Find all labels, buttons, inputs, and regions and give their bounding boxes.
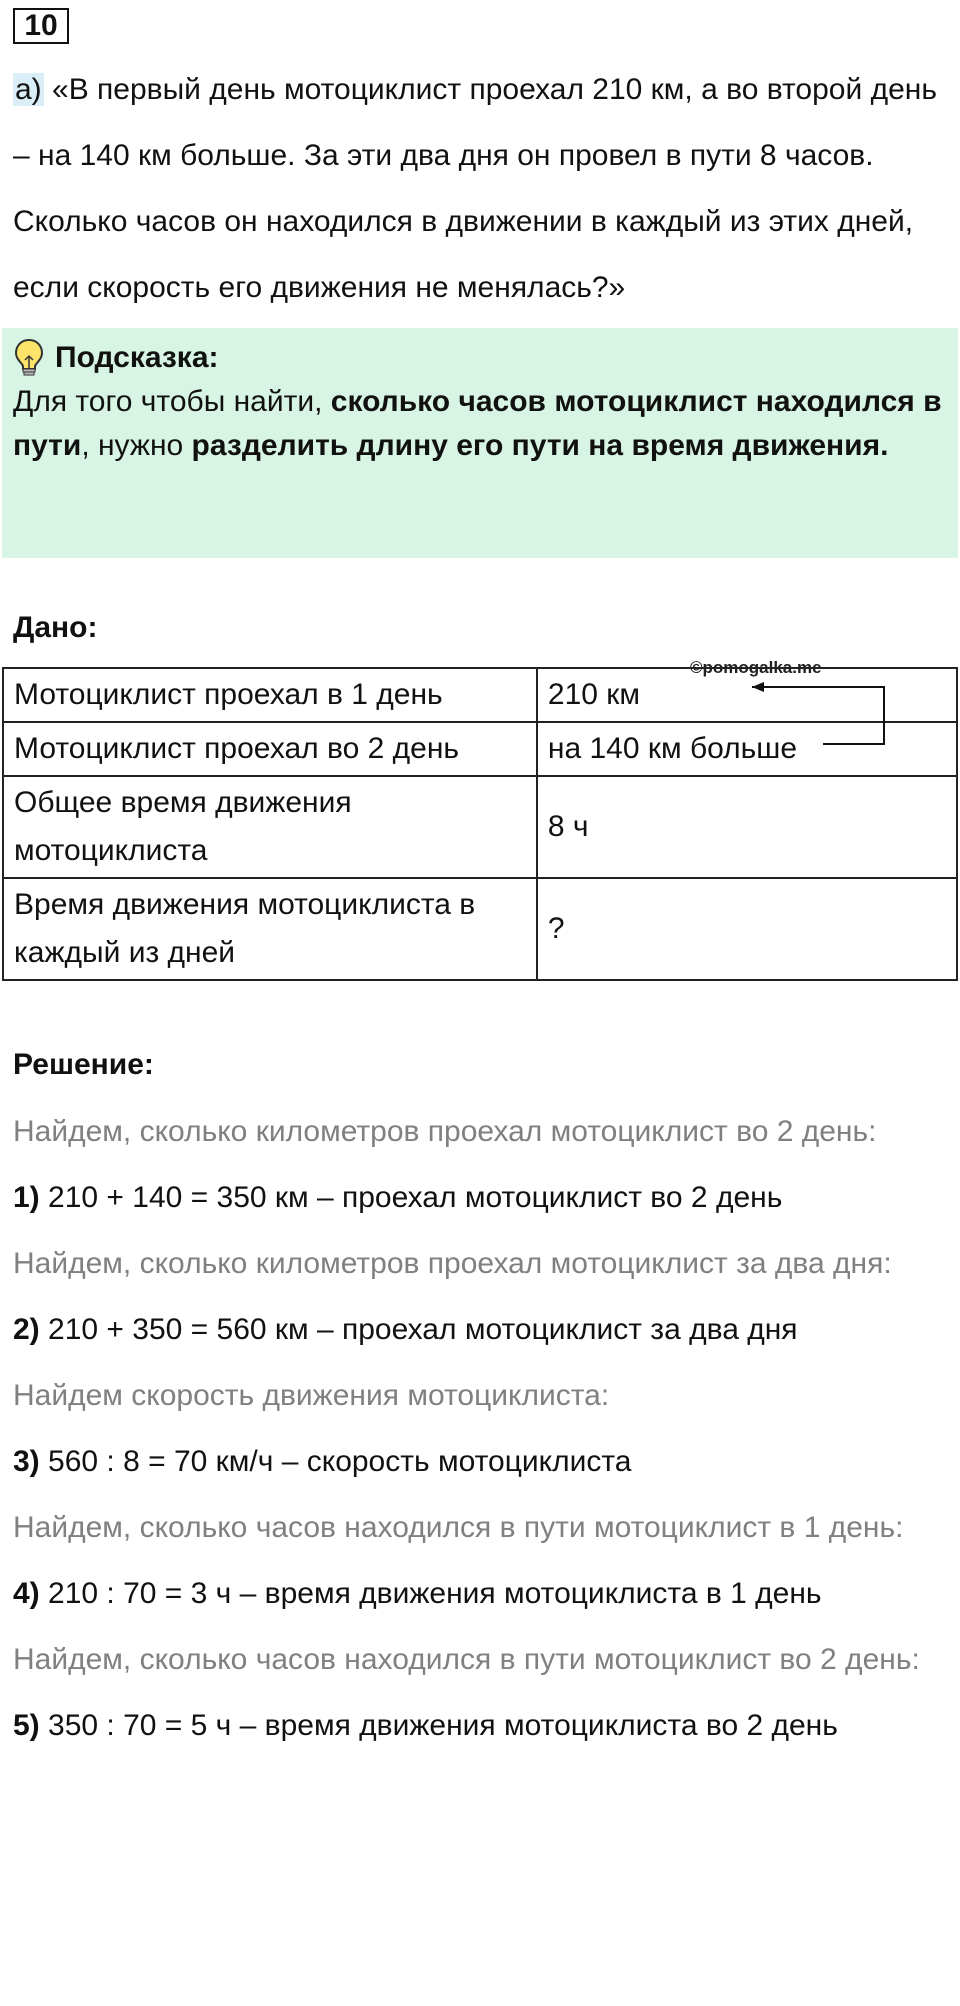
hint-part2: , нужно bbox=[81, 429, 192, 462]
watermark: ©pomogalka.me bbox=[690, 658, 822, 677]
step-comment: Найдем, сколько часов находился в пути мотоциклист во 2 день: bbox=[13, 1643, 920, 1676]
step-number: 3) bbox=[13, 1445, 40, 1478]
step-comment: Найдем, сколько километров проехал мотоциклист во 2 день: bbox=[13, 1115, 877, 1148]
solution-body bbox=[13, 1099, 948, 1759]
step-line bbox=[13, 1297, 948, 1363]
hint-bold2: разделить длину его пути на время движения. bbox=[191, 429, 889, 462]
step-text: 210 + 140 = 350 км – проехал мотоциклист во 2 день bbox=[39, 1181, 783, 1214]
given-title: Дано: bbox=[13, 611, 98, 644]
hint-box bbox=[2, 328, 958, 558]
lightbulb-icon bbox=[13, 338, 45, 378]
problem-text: «В первый день мотоциклист проехал 210 км, а во второй день – на 140 км больше. За эти два дня он провел в пути 8 часов. Сколько часов он находился в движении в каждый из этих дней, если скорость его движения не менялась?» bbox=[13, 73, 937, 304]
table-cell-value: на 140 км больше bbox=[537, 722, 957, 776]
solution-title: Решение: bbox=[13, 1048, 154, 1081]
step-line bbox=[13, 1165, 948, 1231]
step-line bbox=[13, 1693, 948, 1759]
hint-title: Подсказка: bbox=[55, 341, 219, 374]
step-line bbox=[13, 1429, 948, 1495]
step-number: 1) bbox=[13, 1181, 40, 1214]
hint-text bbox=[13, 380, 947, 468]
task-number: 10 bbox=[13, 8, 69, 44]
table-cell-label: Общее время движения мотоциклиста bbox=[3, 776, 537, 878]
table-cell-label: Время движения мотоциклиста в каждый из дней bbox=[3, 878, 537, 980]
bracket-arrow-icon bbox=[740, 672, 890, 752]
step-number: 2) bbox=[13, 1313, 40, 1346]
table-cell-value: ? bbox=[537, 878, 957, 980]
step-comment: Найдем, сколько часов находился в пути мотоциклист в 1 день: bbox=[13, 1511, 904, 1544]
step-text: 210 : 70 = 3 ч – время движения мотоциклиста в 1 день bbox=[39, 1577, 822, 1610]
step-line bbox=[13, 1561, 948, 1627]
table-cell-value: 210 км bbox=[537, 668, 957, 722]
step-text: 210 + 350 = 560 км – проехал мотоциклист за два дня bbox=[39, 1313, 798, 1346]
table-cell-label: Мотоциклист проехал в 1 день bbox=[3, 668, 537, 722]
table-row bbox=[3, 776, 957, 878]
step-text: 560 : 8 = 70 км/ч – скорость мотоциклиста bbox=[39, 1445, 632, 1478]
step-comment: Найдем, сколько километров проехал мотоциклист за два дня: bbox=[13, 1247, 892, 1280]
step-number: 4) bbox=[13, 1577, 40, 1610]
hint-bold1: сколько часов мотоциклист находился в пути bbox=[13, 385, 942, 462]
table-row bbox=[3, 878, 957, 980]
step-number: 5) bbox=[13, 1709, 40, 1742]
hint-part1: Для того чтобы найти, bbox=[13, 385, 331, 418]
hint-header bbox=[13, 336, 947, 380]
problem-statement bbox=[13, 57, 948, 321]
table-cell-label: Мотоциклист проехал во 2 день bbox=[3, 722, 537, 776]
table-cell-value: 8 ч bbox=[537, 776, 957, 878]
step-text: 350 : 70 = 5 ч – время движения мотоциклиста во 2 день bbox=[39, 1709, 838, 1742]
problem-marker: а) bbox=[15, 73, 42, 106]
step-comment: Найдем скорость движения мотоциклиста: bbox=[13, 1379, 610, 1412]
